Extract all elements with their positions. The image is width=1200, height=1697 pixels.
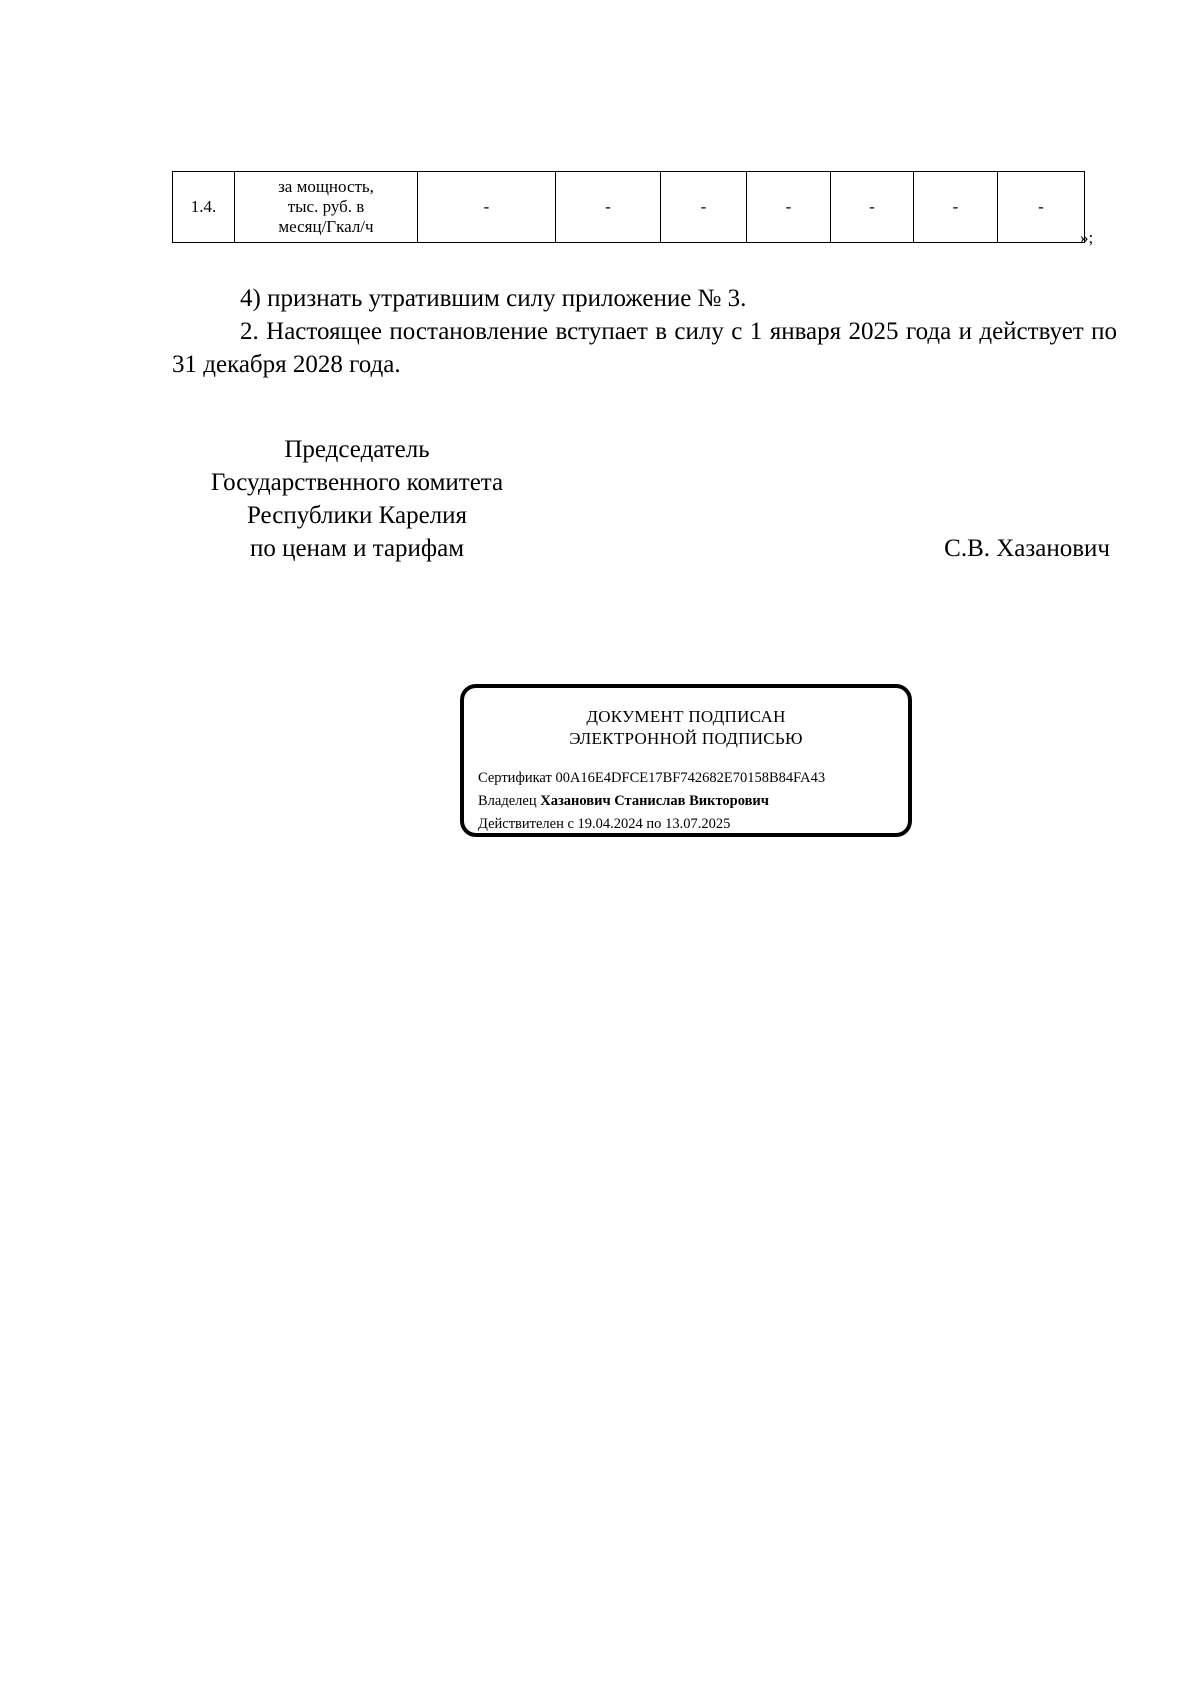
stamp-certificate-line bbox=[478, 767, 825, 790]
signer-name: С.В. Хазанович bbox=[944, 535, 1110, 562]
row-number-cell: 1.4. bbox=[173, 172, 235, 243]
row-name-cell bbox=[235, 172, 418, 243]
table-row bbox=[173, 172, 1085, 243]
e-signature-stamp bbox=[460, 684, 912, 837]
signer-position-line: Республики Карелия bbox=[246, 502, 468, 529]
valid-from-date: 19.04.2024 bbox=[577, 816, 643, 832]
signer-position-line: по ценам и тарифам bbox=[249, 535, 465, 562]
value-cell: - bbox=[747, 172, 831, 243]
valid-to-label: по bbox=[646, 816, 662, 832]
value-cell: - bbox=[556, 172, 661, 243]
value-cell: - bbox=[418, 172, 556, 243]
value-cell: - bbox=[998, 172, 1085, 243]
stamp-title-line: ДОКУМЕНТ ПОДПИСАН bbox=[586, 707, 786, 726]
signer-position bbox=[172, 433, 542, 565]
closing-quote: »; bbox=[1080, 228, 1094, 247]
stamp-title bbox=[464, 706, 908, 750]
value-cell: - bbox=[661, 172, 747, 243]
stamp-title-line: ЭЛЕКТРОННОЙ ПОДПИСЬЮ bbox=[569, 729, 803, 748]
signer-position-line: Государственного комитета bbox=[210, 469, 504, 496]
row-name-line: тыс. руб. в bbox=[287, 197, 365, 216]
row-name-line: за мощность, bbox=[278, 177, 374, 196]
stamp-details bbox=[478, 767, 825, 836]
value-cell: - bbox=[831, 172, 914, 243]
stamp-validity-line bbox=[478, 813, 825, 836]
stamp-owner-line bbox=[478, 790, 825, 813]
valid-from-label: Действителен с bbox=[478, 816, 574, 832]
signer-position-line: Председатель bbox=[284, 436, 430, 463]
row-name-line: месяц/Гкал/ч bbox=[278, 217, 374, 236]
certificate-label: Сертификат bbox=[478, 770, 552, 786]
certificate-value: 00A16E4DFCE17BF742682E70158B84FA43 bbox=[555, 770, 826, 786]
paragraph-item-2: 2. Настоящее постановление вступает в силу с 1 января 2025 года и действует по 31 декабря 2028 года. bbox=[172, 318, 1117, 378]
value-cell: - bbox=[914, 172, 998, 243]
valid-to-date: 13.07.2025 bbox=[665, 816, 731, 832]
owner-label: Владелец bbox=[478, 793, 537, 809]
owner-value: Хазанович Станислав Викторович bbox=[540, 793, 769, 809]
tariff-table bbox=[172, 171, 1085, 243]
paragraph-item-4: 4) признать утратившим силу приложение № 3. bbox=[240, 285, 747, 312]
